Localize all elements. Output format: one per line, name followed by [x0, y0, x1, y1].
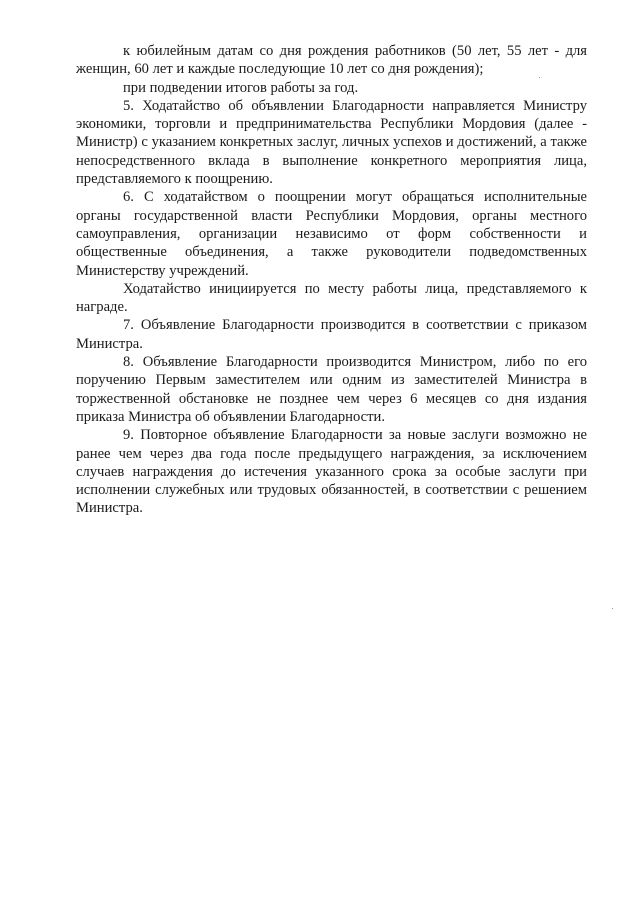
scan-speck	[539, 77, 540, 78]
paragraph-jubilee-dates: к юбилейным датам со дня рождения работников (50 лет, 55 лет - для женщин, 60 лет и каждые последующие 10 лет со дня рождения);	[76, 43, 587, 78]
paragraph-item-6: 6. С ходатайством о поощрении могут обращаться исполнительные органы государственной власти Республики Мордовия, органы местного самоуправления, организации независимо от форм собственности и общественные объединения, а также руководители подведомственных Министерству учреждений.	[76, 189, 587, 279]
document-body	[76, 42, 587, 518]
paragraph-year-results: при подведении итогов работы за год.	[123, 79, 359, 96]
paragraph-item-9: 9. Повторное объявление Благодарности за новые заслуги возможно не ранее чем через два года после предыдущего награждения, за исключением случаев награждения до истечения указанного срока за особые заслуги при исполнении служебных или трудовых обязанностей, в соответствии с решением Министра.	[76, 427, 587, 517]
paragraph-initiation: Ходатайство инициируется по месту работы лица, представляемого к награде.	[76, 280, 587, 316]
paragraph-item-8: 8. Объявление Благодарности производится Министром, либо по его поручению Первым заместителем или одним из заместителей Министра в торжественной обстановке не позднее чем через 6 месяцев со дня издания приказа Министра об объявлении Благодарности.	[76, 354, 587, 425]
paragraph-item-7: 7. Объявление Благодарности производится в соответствии с приказом Министра.	[76, 317, 587, 352]
paragraph-item-5: 5. Ходатайство об объявлении Благодарности направляется Министру экономики, торговли и предпринимательства Республики Мордовия (далее - Министр) с указанием конкретных заслуг, личных успехов и достижений, а также непосредственного вклада в выполнение конкретного мероприятия лица, представляемого к поощрению.	[76, 97, 587, 188]
scan-speck	[612, 608, 613, 609]
